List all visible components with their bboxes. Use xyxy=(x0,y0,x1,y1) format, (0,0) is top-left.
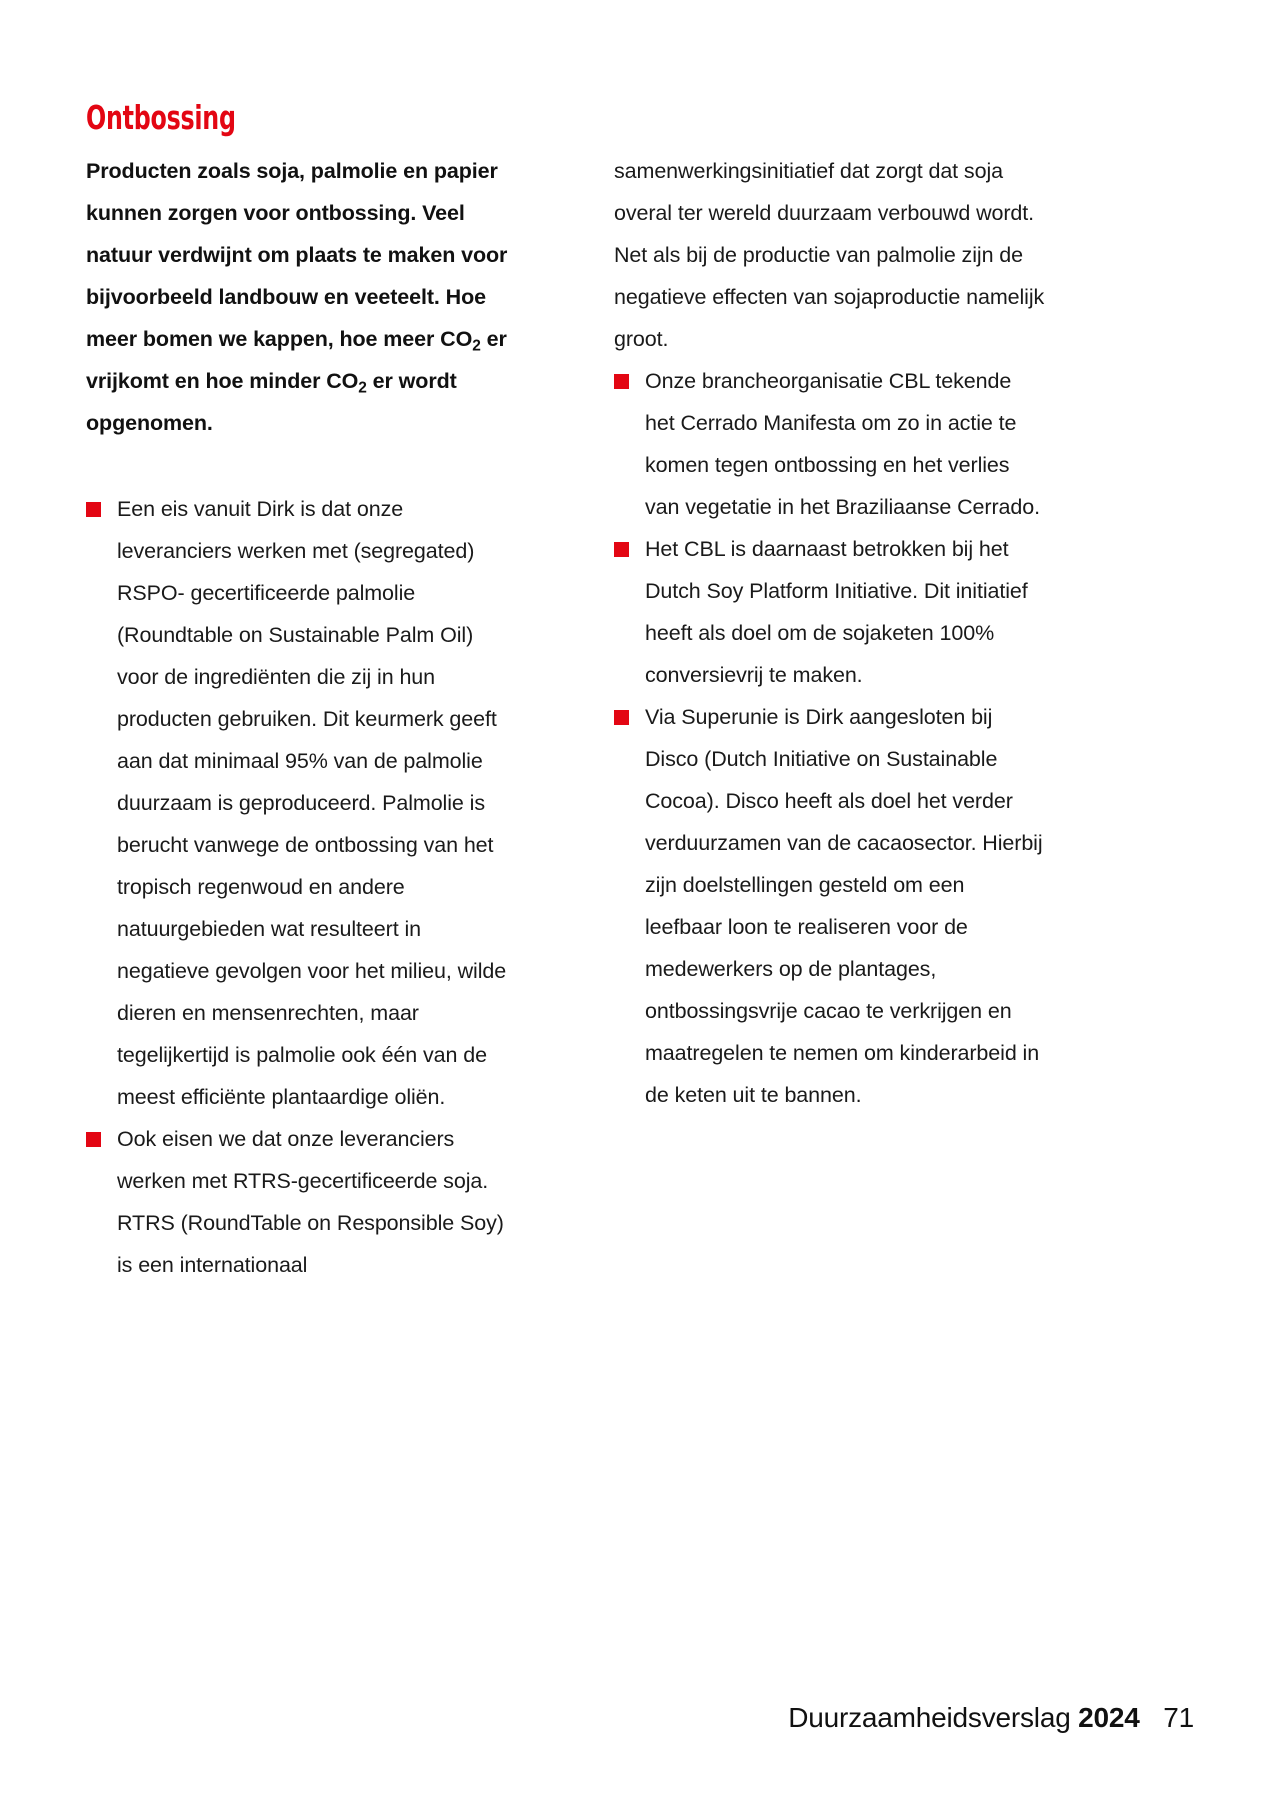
page-title: Ontbossing xyxy=(86,98,236,137)
red-square-bullet-icon xyxy=(86,1132,101,1147)
list-item xyxy=(86,1118,518,1286)
list-item-text: Een eis vanuit Dirk is dat onze leveranciers werken met (segregated) RSPO- gecertificeerde palmolie (Roundtable on Sustainable Palm Oil) voor de ingrediënten die zij in hun producten gebruiken. Dit keurmerk geeft aan dat minimaal 95% van de palmolie duurzaam is geproduceerd. Palmolie is berucht vanwege de ontbossing van het tropisch regenwoud en andere natuurgebieden wat resulteert in negatieve gevolgen voor het milieu, wilde dieren en mensenrechten, maar tegelijkertijd is palmolie ook één van de meest efficiënte plantaardige oliën. xyxy=(117,497,507,1109)
list-item-text: Via Superunie is Dirk aangesloten bij Disco (Dutch Initiative on Sustainable Cocoa). Disco heeft als doel het verder verduurzamen van de cacaosector. Hierbij zijn doelstellingen gesteld om een leefbaar loon te realiseren voor de medewerkers op de plantages, ontbossingsvrije cacao te verkrijgen en maatregelen te nemen om kinderarbeid in de keten uit te bannen. xyxy=(645,705,1043,1107)
list-item xyxy=(614,360,1046,528)
list-item xyxy=(86,488,518,1118)
red-square-bullet-icon xyxy=(614,542,629,557)
red-square-bullet-icon xyxy=(614,374,629,389)
list-item-text: Onze brancheorganisatie CBL tekende het Cerrado Manifesta om zo in actie te komen tegen ontbossing en het verlies van vegetatie in het Braziliaanse Cerrado. xyxy=(645,369,1040,519)
red-square-bullet-icon xyxy=(614,710,629,725)
page-footer xyxy=(788,1701,1194,1735)
list-item xyxy=(614,528,1046,696)
intro-text-part-2: er vrijkomt en hoe minder CO xyxy=(86,327,507,393)
red-square-bullet-icon xyxy=(86,502,101,517)
list-item xyxy=(614,696,1046,1116)
intro-paragraph xyxy=(86,150,518,444)
intro-spacer xyxy=(86,444,518,488)
right-column xyxy=(614,150,1046,1116)
left-column xyxy=(86,150,518,1286)
left-bullet-list xyxy=(86,488,518,1286)
intro-text-part-3: er wordt opgenomen. xyxy=(86,369,457,435)
footer-report-name: Duurzaamheidsverslag xyxy=(788,1702,1071,1733)
footer-report-year: 2024 xyxy=(1078,1702,1140,1733)
list-item-text: Ook eisen we dat onze leveranciers werken met RTRS-gecertificeerde soja. RTRS (RoundTable on Responsible Soy) is een internationaal xyxy=(117,1127,504,1277)
right-bullet-list xyxy=(614,360,1046,1116)
page-content xyxy=(86,98,1096,1277)
co2-subscript-2: 2 xyxy=(358,379,367,397)
intro-text-part-1: Producten zoals soja, palmolie en papier kunnen zorgen voor ontbossing. Veel natuur verdwijnt om plaats te maken voor bijvoorbeeld landbouw en veeteelt. Hoe meer bomen we kappen, hoe meer CO xyxy=(86,159,508,351)
list-item-text: Het CBL is daarnaast betrokken bij het Dutch Soy Platform Initiative. Dit initiatief heeft als doel om de sojaketen 100% conversievrij te maken. xyxy=(645,537,1028,687)
co2-subscript-1: 2 xyxy=(472,337,481,355)
continuation-paragraph: samenwerkingsinitiatief dat zorgt dat soja overal ter wereld duurzaam verbouwd wordt. Net als bij de productie van palmolie zijn de negatieve effecten van sojaproductie namelijk groot. xyxy=(614,159,1045,351)
footer-page-number: 71 xyxy=(1163,1702,1194,1733)
